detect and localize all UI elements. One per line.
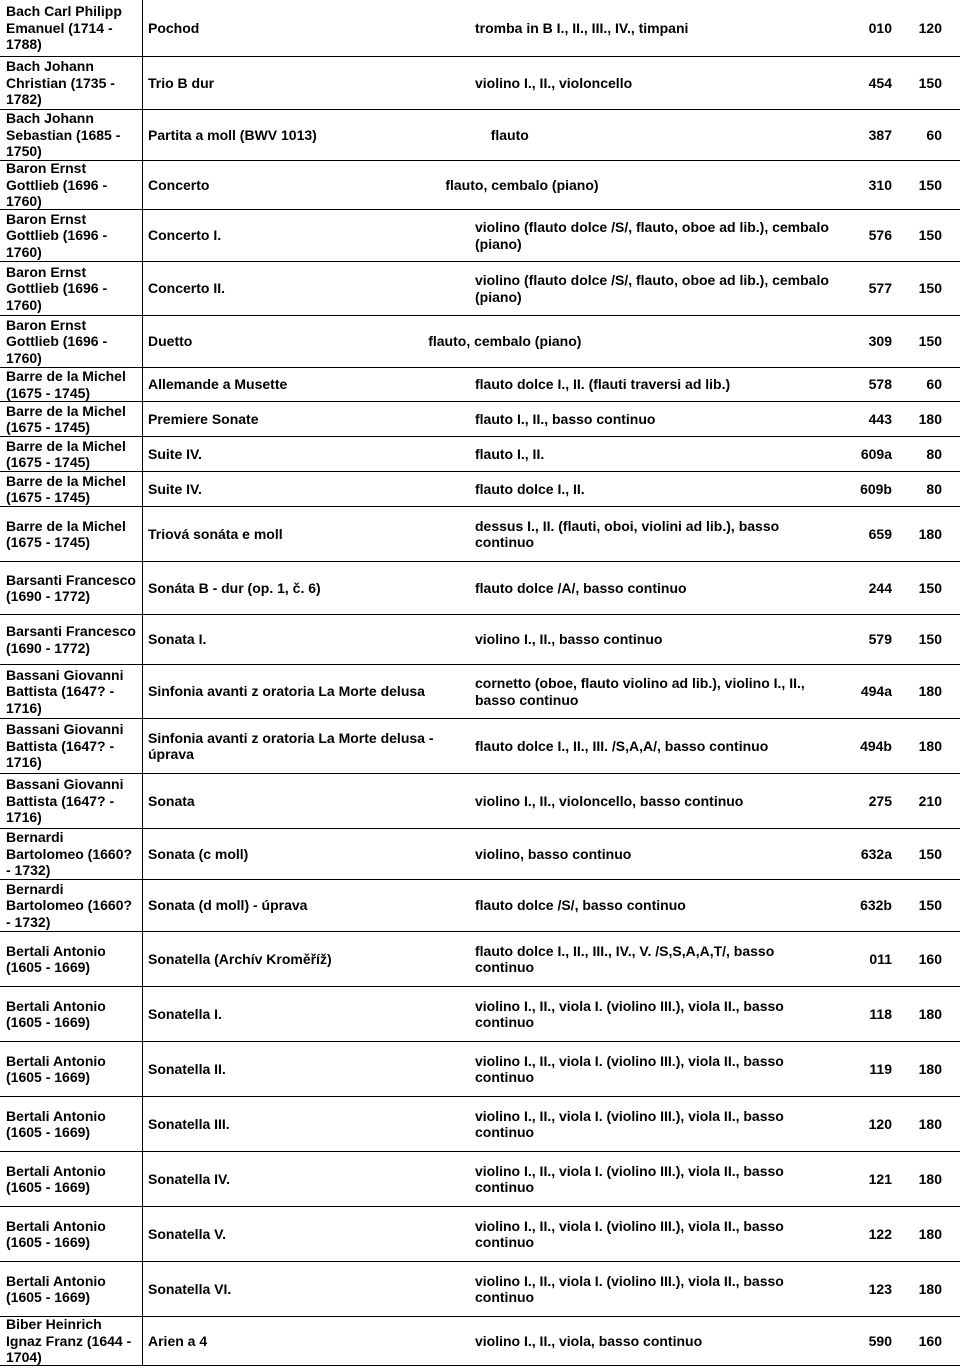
title-cell: Sonáta B - dur (op. 1, č. 6) — [148, 579, 321, 596]
catalog-number-cell: 275 — [868, 792, 892, 809]
instruments-cell: flauto dolce I., II. — [475, 480, 585, 497]
catalog-number-cell: 494a — [860, 683, 892, 700]
table-row — [0, 262, 960, 316]
instruments-cell: flauto I., II., basso continuo — [475, 410, 656, 427]
duration-cell: 160 — [918, 950, 942, 967]
instruments-cell: violino I., II., basso continuo — [475, 631, 663, 648]
catalog-number-cell: 443 — [868, 410, 892, 427]
instruments-text: flauto, cembalo (piano) — [428, 333, 582, 350]
composer-cell: Bertali Antonio (1605 - 1669) — [6, 1217, 106, 1250]
catalog-number-cell: 609a — [860, 445, 892, 462]
title-instruments-cell — [148, 316, 840, 367]
composer-cell: Baron Ernst Gottlieb (1696 - 1760) — [6, 160, 108, 210]
title-cell: Allemande a Musette — [148, 376, 288, 393]
duration-cell: 150 — [918, 845, 942, 862]
composer-cell: Bertali Antonio (1605 - 1669) — [6, 1107, 106, 1140]
catalog-number-cell: 494b — [860, 737, 892, 754]
instruments-text: flauto, cembalo (piano) — [445, 176, 599, 193]
title-cell: Sonata — [148, 792, 195, 809]
composer-cell: Barre de la Michel (1675 - 1745) — [6, 472, 126, 505]
catalog-number-cell: 118 — [869, 1005, 892, 1022]
duration-cell: 60 — [926, 376, 942, 393]
catalog-number-cell: 577 — [868, 280, 892, 297]
composer-cell: Bernardi Bartolomeo (1660? - 1732) — [6, 829, 133, 879]
title-instruments-cell — [148, 161, 840, 209]
composer-cell: Barre de la Michel (1675 - 1745) — [6, 402, 126, 435]
composer-cell: Bernardi Bartolomeo (1660? - 1732) — [6, 880, 133, 930]
instruments-cell: violino I., II., viola I. (violino III.), viola II., basso continuo — [475, 1107, 784, 1140]
composer-cell: Barre de la Michel (1675 - 1745) — [6, 517, 126, 550]
title-cell: Sonatella (Archív Kroměříž) — [148, 950, 332, 967]
instruments-cell: violino I., II., violoncello — [475, 74, 633, 91]
instruments-cell: flauto dolce /S/, basso continuo — [475, 897, 686, 914]
title-cell: Sinfonia avanti z oratoria La Morte delusa — [148, 683, 425, 700]
composer-cell: Bach Carl Philipp Emanuel (1714 - 1788) — [6, 3, 122, 53]
catalog-number-cell: 609b — [860, 480, 892, 497]
instruments-cell: violino I., II., viola I. (violino III.), viola II., basso continuo — [475, 1217, 784, 1250]
catalog-number-cell: 123 — [868, 1280, 892, 1297]
table-row — [0, 1262, 960, 1317]
table-row — [0, 1152, 960, 1207]
duration-cell: 180 — [918, 683, 942, 700]
table-row — [0, 110, 960, 161]
table-row — [0, 719, 960, 774]
catalog-number-cell: 454 — [868, 74, 892, 91]
table-row — [0, 316, 960, 368]
instruments-cell: violino (flauto dolce /S/, flauto, oboe ad lib.), cembalo (piano) — [475, 219, 829, 252]
catalog-number-cell: 119 — [869, 1060, 892, 1077]
table-row — [0, 987, 960, 1042]
catalog-number-cell: 579 — [868, 631, 892, 648]
catalog-number-cell: 632b — [860, 897, 892, 914]
duration-cell: 150 — [918, 227, 942, 244]
title-text: Duetto — [148, 333, 193, 350]
catalog-number-cell: 121 — [868, 1170, 892, 1187]
table-row — [0, 0, 960, 57]
title-cell: Sonata (d moll) - úprava — [148, 897, 308, 914]
table-row — [0, 210, 960, 262]
duration-cell: 150 — [918, 631, 942, 648]
catalog-number-cell: 310 — [868, 176, 892, 193]
duration-cell: 180 — [918, 1225, 942, 1242]
table-row — [0, 57, 960, 110]
title-cell: Sonatella III. — [148, 1115, 230, 1132]
catalog-number-cell: 244 — [868, 579, 892, 596]
title-cell: Triová sonáta e moll — [148, 525, 283, 542]
composer-cell: Bertali Antonio (1605 - 1669) — [6, 1162, 106, 1195]
instruments-cell: tromba in B I., II., III., IV., timpani — [475, 19, 689, 36]
title-cell: Sonatella IV. — [148, 1170, 230, 1187]
table-row — [0, 472, 960, 507]
duration-cell: 80 — [926, 445, 942, 462]
duration-cell: 180 — [918, 1005, 942, 1022]
title-cell: Sonata (c moll) — [148, 845, 249, 862]
composer-cell: Bach Johann Christian (1735 - 1782) — [6, 58, 115, 108]
table-row — [0, 774, 960, 829]
composer-cell: Bassani Giovanni Battista (1647? - 1716) — [6, 721, 124, 771]
composer-cell: Barre de la Michel (1675 - 1745) — [6, 368, 126, 401]
composer-cell: Bertali Antonio (1605 - 1669) — [6, 997, 106, 1030]
instruments-cell: violino I., II., violoncello, basso continuo — [475, 792, 744, 809]
table-row — [0, 1042, 960, 1097]
table-row — [0, 402, 960, 437]
duration-cell: 160 — [918, 1332, 942, 1349]
instruments-cell: violino, basso continuo — [475, 845, 632, 862]
catalog-number-cell: 309 — [868, 333, 892, 350]
catalog-number-cell: 659 — [868, 525, 892, 542]
instruments-text: flauto — [490, 126, 529, 143]
table-row — [0, 932, 960, 987]
duration-cell: 180 — [918, 410, 942, 427]
instruments-cell: violino I., II., viola I. (violino III.), viola II., basso continuo — [475, 997, 784, 1030]
title-cell: Suite IV. — [148, 445, 202, 462]
duration-cell: 150 — [918, 280, 942, 297]
composer-cell: Bertali Antonio (1605 - 1669) — [6, 942, 106, 975]
instruments-cell: cornetto (oboe, flauto violino ad lib.), violino I., II., basso continuo — [475, 675, 805, 708]
composer-cell: Baron Ernst Gottlieb (1696 - 1760) — [6, 263, 108, 313]
title-cell: Suite IV. — [148, 480, 202, 497]
composer-cell: Bertali Antonio (1605 - 1669) — [6, 1272, 106, 1305]
composer-cell: Bassani Giovanni Battista (1647? - 1716) — [6, 776, 124, 826]
catalog-number-cell: 120 — [868, 1115, 892, 1132]
table-row — [0, 1207, 960, 1262]
duration-cell: 150 — [918, 74, 942, 91]
title-cell: Arien a 4 — [148, 1332, 208, 1349]
composer-cell: Barre de la Michel (1675 - 1745) — [6, 437, 126, 470]
instruments-cell: flauto dolce I., II., III. /S,A,A/, basso continuo — [475, 737, 769, 754]
title-cell: Sonatella I. — [148, 1005, 222, 1022]
catalog-number-cell: 010 — [868, 19, 892, 36]
title-text: Partita a moll (BWV 1013) — [148, 126, 317, 143]
instruments-cell: violino I., II., viola I. (violino III.), viola II., basso continuo — [475, 1162, 784, 1195]
duration-cell: 150 — [918, 579, 942, 596]
composer-cell: Bassani Giovanni Battista (1647? - 1716) — [6, 666, 124, 716]
catalog-number-cell: 576 — [868, 227, 892, 244]
duration-cell: 150 — [918, 176, 942, 193]
instruments-cell: violino I., II., viola I. (violino III.), viola II., basso continuo — [475, 1052, 784, 1085]
catalog-number-cell: 387 — [868, 126, 892, 143]
duration-cell: 180 — [918, 1170, 942, 1187]
duration-cell: 120 — [918, 19, 942, 36]
title-cell: Sonatella VI. — [148, 1280, 232, 1297]
table-row — [0, 615, 960, 665]
title-cell: Premiere Sonate — [148, 410, 259, 427]
table-row — [0, 368, 960, 402]
table-row — [0, 562, 960, 615]
composer-cell: Biber Heinrich Ignaz Franz (1644 - 1704) — [6, 1316, 132, 1366]
catalog-number-cell: 632a — [860, 845, 892, 862]
duration-cell: 180 — [918, 737, 942, 754]
instruments-cell: violino (flauto dolce /S/, flauto, oboe ad lib.), cembalo (piano) — [475, 272, 829, 305]
title-cell: Sinfonia avanti z oratoria La Morte delusa - úprava — [148, 729, 434, 762]
composer-cell: Barsanti Francesco (1690 - 1772) — [6, 623, 136, 656]
catalog-number-cell: 578 — [868, 376, 892, 393]
duration-cell: 180 — [918, 525, 942, 542]
catalog-number-cell: 590 — [868, 1332, 892, 1349]
catalog-number-cell: 011 — [869, 950, 892, 967]
table-row — [0, 1097, 960, 1152]
duration-cell: 180 — [918, 1280, 942, 1297]
title-cell: Pochod — [148, 19, 200, 36]
instruments-cell: flauto dolce I., II., III., IV., V. /S,S,A,A,T/, basso continuo — [475, 942, 775, 975]
title-cell: Trio B dur — [148, 74, 215, 91]
table-row — [0, 829, 960, 880]
title-cell: Sonatella V. — [148, 1225, 227, 1242]
duration-cell: 60 — [926, 126, 942, 143]
duration-cell: 150 — [918, 897, 942, 914]
composer-cell: Baron Ernst Gottlieb (1696 - 1760) — [6, 210, 108, 260]
instruments-cell: violino I., II., viola, basso continuo — [475, 1332, 703, 1349]
composer-cell: Baron Ernst Gottlieb (1696 - 1760) — [6, 316, 108, 366]
duration-cell: 80 — [926, 480, 942, 497]
table-row — [0, 507, 960, 562]
table-row — [0, 880, 960, 932]
instruments-cell: violino I., II., viola I. (violino III.), viola II., basso continuo — [475, 1272, 784, 1305]
instruments-cell: flauto dolce /A/, basso continuo — [475, 579, 687, 596]
instruments-cell: flauto dolce I., II. (flauti traversi ad lib.) — [475, 376, 731, 393]
title-text: Concerto — [148, 176, 210, 193]
table-row — [0, 437, 960, 472]
title-cell: Concerto II. — [148, 280, 226, 297]
title-cell: Sonata I. — [148, 631, 207, 648]
table-row — [0, 161, 960, 210]
table-row — [0, 1317, 960, 1366]
title-instruments-cell — [148, 110, 840, 160]
instruments-cell: flauto I., II. — [475, 445, 545, 462]
table-row — [0, 665, 960, 719]
composer-cell: Barsanti Francesco (1690 - 1772) — [6, 571, 136, 604]
composer-cell: Bach Johann Sebastian (1685 - 1750) — [6, 110, 121, 160]
duration-cell: 210 — [918, 792, 942, 809]
instruments-cell: dessus I., II. (flauti, oboi, violini ad lib.), basso continuo — [475, 517, 780, 550]
composer-cell: Bertali Antonio (1605 - 1669) — [6, 1052, 106, 1085]
title-cell: Sonatella II. — [148, 1060, 226, 1077]
title-cell: Concerto I. — [148, 227, 222, 244]
duration-cell: 150 — [918, 333, 942, 350]
duration-cell: 180 — [918, 1060, 942, 1077]
catalog-number-cell: 122 — [868, 1225, 892, 1242]
duration-cell: 180 — [918, 1115, 942, 1132]
